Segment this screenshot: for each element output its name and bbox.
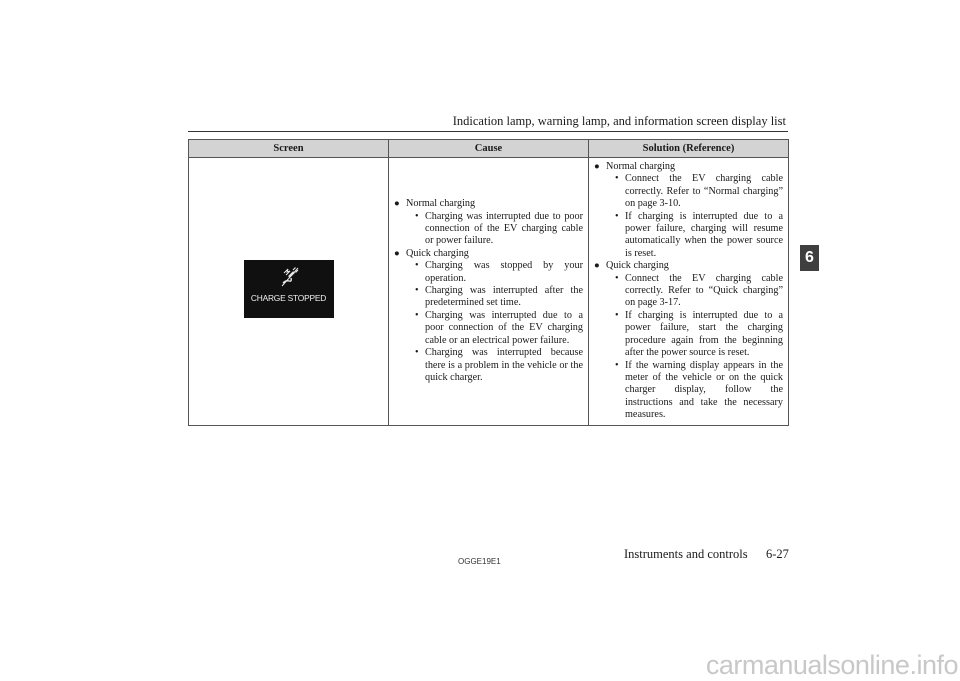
document-code: OGGE19E1: [458, 557, 501, 566]
watermark: carmanualsonline.info: [705, 650, 958, 680]
charge-stopped-plug-icon: [280, 266, 300, 288]
cause-group-quick: [394, 248, 583, 384]
list-item: • If charging is interrupted due to a power failure, charging will resume automatically when the power source is reset.: [606, 211, 783, 261]
solution-group-normal: [594, 161, 783, 260]
chapter-tab: 6: [800, 245, 819, 271]
list-item: • If charging is interrupted due to a power failure, start the charging procedure again from the beginning after the power source is reset.: [606, 310, 783, 360]
cause-cell: [389, 158, 589, 426]
screen-display-text: CHARGE STOPPED: [250, 292, 327, 303]
group-title: Normal charging: [406, 198, 476, 210]
list-item: • Charging was interrupted due to poor connection of the EV charging cable or power failure.: [406, 211, 583, 248]
footer-section-title: Instruments and controls: [624, 547, 748, 561]
table-row: [189, 158, 789, 426]
list-item: • Charging was stopped by your operation.: [406, 260, 583, 285]
solution-group-quick: [594, 260, 783, 421]
column-header-solution: Solution (Reference): [589, 140, 789, 158]
group-title: Quick charging: [406, 247, 469, 259]
charge-stopped-screen: [244, 260, 334, 318]
solution-cell: [589, 158, 789, 426]
page-header-title: Indication lamp, warning lamp, and information screen display list: [452, 114, 786, 128]
cause-group-normal: [394, 198, 583, 248]
group-title: Quick charging: [606, 260, 669, 272]
list-item: • Connect the EV charging cable correctly. Refer to “Quick charging” on page 3-17.: [606, 273, 783, 310]
column-header-cause: Cause: [389, 140, 589, 158]
list-item: • Connect the EV charging cable correctly. Refer to “Normal charging” on page 3-10.: [606, 173, 783, 210]
column-header-screen: Screen: [189, 140, 389, 158]
list-item: • Charging was interrupted because there is a problem in the vehicle or the quick charger.: [406, 347, 583, 384]
list-item: • Charging was interrupted due to a poor connection of the EV charging cable or an electrical power failure.: [406, 310, 583, 347]
page-number: 6-27: [766, 547, 789, 561]
header-rule: [188, 131, 788, 132]
group-title: Normal charging: [606, 161, 676, 172]
list-item: • Charging was interrupted after the predetermined set time.: [406, 285, 583, 310]
screen-cell: [189, 158, 389, 426]
display-list-table: [188, 139, 789, 426]
table-header-row: [189, 140, 789, 158]
list-item: • If the warning display appears in the meter of the vehicle or on the quick charger display, follow the instructions and take the necessary measures.: [606, 360, 783, 422]
